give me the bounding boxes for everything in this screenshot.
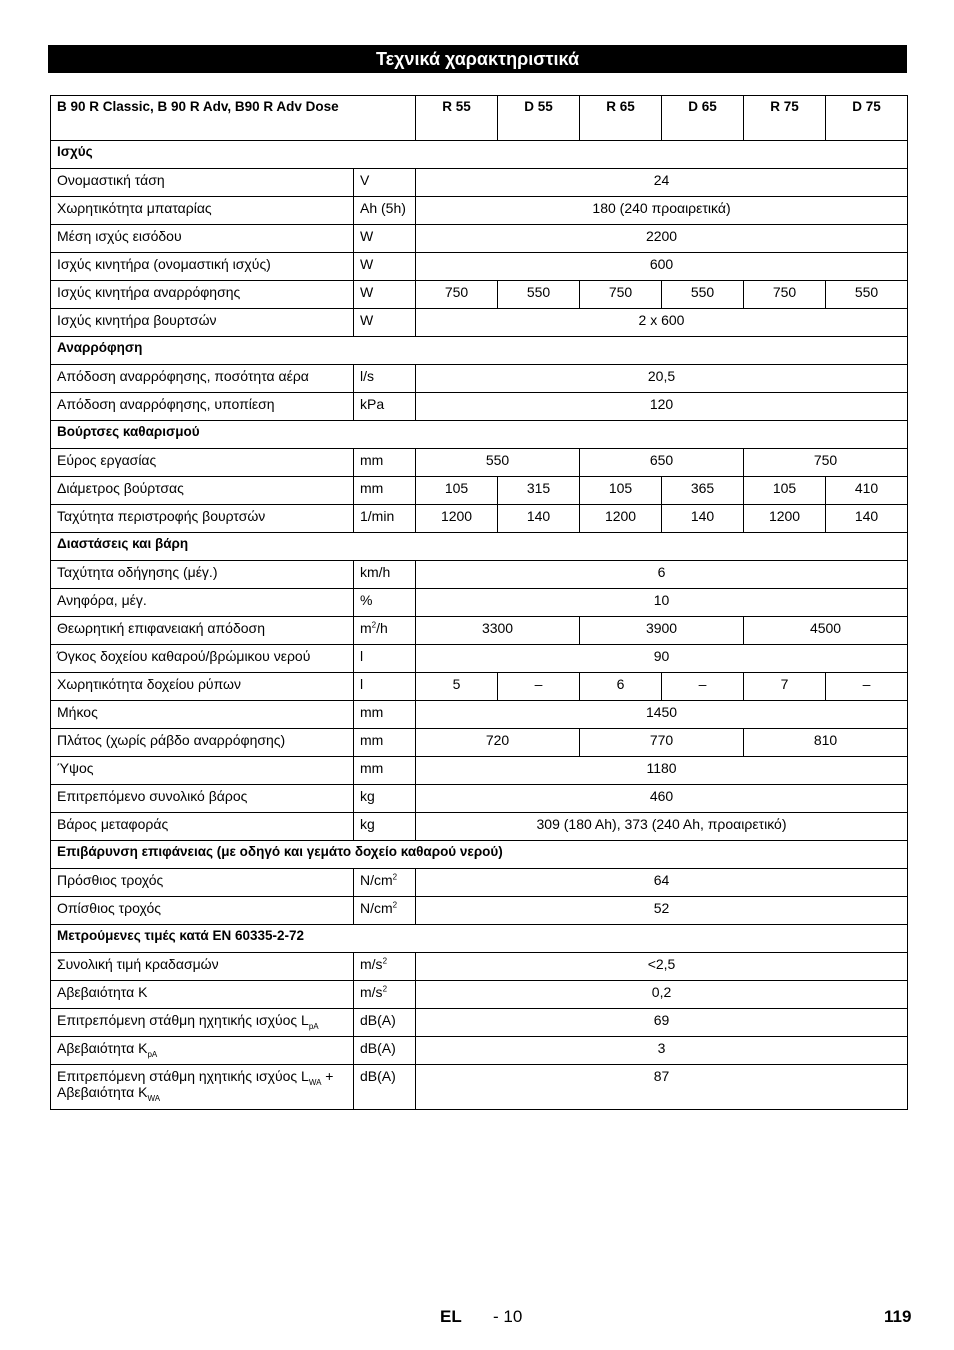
table-row (51, 1009, 908, 1037)
row-unit: W (354, 225, 416, 253)
row-value: 105 (416, 477, 498, 505)
table-row (51, 393, 908, 421)
row-value: 4500 (744, 617, 908, 645)
row-unit: % (354, 589, 416, 617)
row-value: 87 (416, 1065, 908, 1110)
row-label: Διάμετρος βούρτσας (51, 477, 354, 505)
row-value: 105 (580, 477, 662, 505)
row-value: – (826, 673, 908, 701)
row-label: Επιτρεπόμενη στάθμη ηχητικής ισχύος $L_{pA}$ (51, 1009, 354, 1037)
table-row (51, 225, 908, 253)
row-unit: dB(A) (354, 1065, 416, 1110)
row-value: 140 (662, 505, 744, 533)
row-unit: dB(A) (354, 1037, 416, 1065)
footer-section-page: - 10 (493, 1307, 523, 1326)
row-label: Οπίσθιος τροχός (51, 897, 354, 925)
section-row (51, 533, 908, 561)
table-row (51, 1065, 908, 1110)
row-label: Επιτρεπόμενο συνολικό βάρος (51, 785, 354, 813)
row-label: Ονομαστική τάση (51, 169, 354, 197)
row-unit: mm (354, 477, 416, 505)
row-value: 1180 (416, 757, 908, 785)
row-value: 180 (240 προαιρετικά) (416, 197, 908, 225)
row-unit: mm (354, 757, 416, 785)
row-label: Χωρητικότητα δοχείου ρύπων (51, 673, 354, 701)
row-value: 5 (416, 673, 498, 701)
variant-header: R 65 (580, 96, 662, 141)
page-number: 119 (884, 1307, 912, 1326)
row-value: – (498, 673, 580, 701)
row-label: Ισχύς κινητήρα (ονομαστική ισχύς) (51, 253, 354, 281)
row-value: 750 (580, 281, 662, 309)
section-row (51, 925, 908, 953)
row-value: 24 (416, 169, 908, 197)
row-value: 550 (498, 281, 580, 309)
row-value: 7 (744, 673, 826, 701)
row-value: 69 (416, 1009, 908, 1037)
row-value: 650 (580, 449, 744, 477)
row-value: 105 (744, 477, 826, 505)
row-unit: V (354, 169, 416, 197)
row-value: 6 (416, 561, 908, 589)
row-unit: dB(A) (354, 1009, 416, 1037)
table-row (51, 197, 908, 225)
section-title: Αναρρόφηση (51, 337, 908, 365)
row-label: Εύρος εργασίας (51, 449, 354, 477)
row-value: 10 (416, 589, 908, 617)
row-label: Ύψος (51, 757, 354, 785)
row-unit: mm (354, 701, 416, 729)
row-label: Ταχύτητα περιστροφής βουρτσών (51, 505, 354, 533)
row-value: 720 (416, 729, 580, 757)
table-row (51, 869, 908, 897)
row-value: 20,5 (416, 365, 908, 393)
row-unit: $m/s^2$ (354, 953, 416, 981)
table-row (51, 281, 908, 309)
variant-header: D 75 (826, 96, 908, 141)
row-value: 1200 (744, 505, 826, 533)
table-header-row (51, 96, 908, 141)
row-label: Ισχύς κινητήρα αναρρόφησης (51, 281, 354, 309)
row-label: Αβεβαιότητα $K_{pA}$ (51, 1037, 354, 1065)
table-row (51, 981, 908, 1009)
row-unit: W (354, 281, 416, 309)
section-row (51, 337, 908, 365)
table-row (51, 505, 908, 533)
page-title: Τεχνικά χαρακτηριστικά (48, 45, 907, 73)
row-unit: $m^2/h$ (354, 617, 416, 645)
row-unit: $m/s^2$ (354, 981, 416, 1009)
table-row (51, 169, 908, 197)
table-row (51, 561, 908, 589)
row-label: Μέση ισχύς εισόδου (51, 225, 354, 253)
table-row (51, 785, 908, 813)
row-value: 3900 (580, 617, 744, 645)
row-value: 550 (826, 281, 908, 309)
row-unit: 1/min (354, 505, 416, 533)
row-value: 550 (662, 281, 744, 309)
row-label: Συνολική τιμή κραδασμών (51, 953, 354, 981)
row-value: 810 (744, 729, 908, 757)
table-row (51, 953, 908, 981)
row-value: 1450 (416, 701, 908, 729)
row-label: Πλάτος (χωρίς ράβδο αναρρόφησης) (51, 729, 354, 757)
variant-header: R 75 (744, 96, 826, 141)
row-unit: l (354, 645, 416, 673)
row-unit: $N/cm^2$ (354, 897, 416, 925)
variant-header: R 55 (416, 96, 498, 141)
row-unit: Ah (5h) (354, 197, 416, 225)
row-label: Αβεβαιότητα K (51, 981, 354, 1009)
row-label: Πρόσθιος τροχός (51, 869, 354, 897)
variant-header: D 65 (662, 96, 744, 141)
section-title: Ισχύς (51, 141, 908, 169)
row-unit: l (354, 673, 416, 701)
row-value: 315 (498, 477, 580, 505)
table-row (51, 477, 908, 505)
table-row (51, 617, 908, 645)
row-label: Επιτρεπόμενη στάθμη ηχητικής ισχύος $L_{WA} + A\beta\varepsilon\beta\alpha\iota ό\tau\eta\tau\alpha$ $K_{WA}$ (51, 1065, 354, 1110)
row-unit: W (354, 253, 416, 281)
row-unit: kg (354, 785, 416, 813)
row-label: Απόδοση αναρρόφησης, υποπίεση (51, 393, 354, 421)
row-value: 600 (416, 253, 908, 281)
table-row (51, 365, 908, 393)
row-value: – (662, 673, 744, 701)
row-value: 90 (416, 645, 908, 673)
table-row (51, 589, 908, 617)
table-row (51, 253, 908, 281)
row-value: 1200 (416, 505, 498, 533)
row-unit: W (354, 309, 416, 337)
row-label: Απόδοση αναρρόφησης, ποσότητα αέρα (51, 365, 354, 393)
row-unit: kg (354, 813, 416, 841)
table-row (51, 645, 908, 673)
row-label: Ισχύς κινητήρα βουρτσών (51, 309, 354, 337)
row-value: 2200 (416, 225, 908, 253)
row-label: Όγκος δοχείου καθαρού/βρώμικου νερού (51, 645, 354, 673)
table-row (51, 729, 908, 757)
row-value: 140 (498, 505, 580, 533)
section-title: Επιβάρυνση επιφάνειας (με οδηγό και γεμάτο δοχείο καθαρού νερού) (51, 841, 908, 869)
table-row (51, 309, 908, 337)
row-value: 52 (416, 897, 908, 925)
row-unit: kPa (354, 393, 416, 421)
footer-language: EL (440, 1307, 462, 1326)
row-value: 140 (826, 505, 908, 533)
section-title: Μετρούμενες τιμές κατά EN 60335-2-72 (51, 925, 908, 953)
row-unit: l/s (354, 365, 416, 393)
row-unit: mm (354, 449, 416, 477)
table-row (51, 701, 908, 729)
table-row (51, 897, 908, 925)
row-label: Ταχύτητα οδήγησης (μέγ.) (51, 561, 354, 589)
row-value: 750 (744, 449, 908, 477)
row-label: Μήκος (51, 701, 354, 729)
table-row (51, 673, 908, 701)
section-row (51, 841, 908, 869)
row-value: 750 (744, 281, 826, 309)
table-row (51, 449, 908, 477)
row-unit: mm (354, 729, 416, 757)
row-label: Βάρος μεταφοράς (51, 813, 354, 841)
row-label: Χωρητικότητα μπαταρίας (51, 197, 354, 225)
row-unit: $N/cm^2$ (354, 869, 416, 897)
row-value: 3300 (416, 617, 580, 645)
row-unit: km/h (354, 561, 416, 589)
row-value: 1200 (580, 505, 662, 533)
row-value: 6 (580, 673, 662, 701)
row-value: 2 x 600 (416, 309, 908, 337)
section-row (51, 421, 908, 449)
row-value: 460 (416, 785, 908, 813)
row-value: 365 (662, 477, 744, 505)
row-value: 3 (416, 1037, 908, 1065)
row-value: 120 (416, 393, 908, 421)
spec-table (50, 95, 908, 1110)
row-value: 550 (416, 449, 580, 477)
row-label: Θεωρητική επιφανειακή απόδοση (51, 617, 354, 645)
table-row (51, 813, 908, 841)
section-row (51, 141, 908, 169)
row-value: <2,5 (416, 953, 908, 981)
row-value: 750 (416, 281, 498, 309)
row-value: 64 (416, 869, 908, 897)
row-value: 770 (580, 729, 744, 757)
section-title: Βούρτσες καθαρισμού (51, 421, 908, 449)
table-row (51, 757, 908, 785)
row-value: 309 (180 Ah), 373 (240 Ah, προαιρετικό) (416, 813, 908, 841)
row-value: 410 (826, 477, 908, 505)
model-header: B 90 R Classic, B 90 R Adv, B90 R Adv Dose (51, 96, 416, 141)
table-row (51, 1037, 908, 1065)
variant-header: D 55 (498, 96, 580, 141)
row-label: Ανηφόρα, μέγ. (51, 589, 354, 617)
row-value: 0,2 (416, 981, 908, 1009)
section-title: Διαστάσεις και βάρη (51, 533, 908, 561)
